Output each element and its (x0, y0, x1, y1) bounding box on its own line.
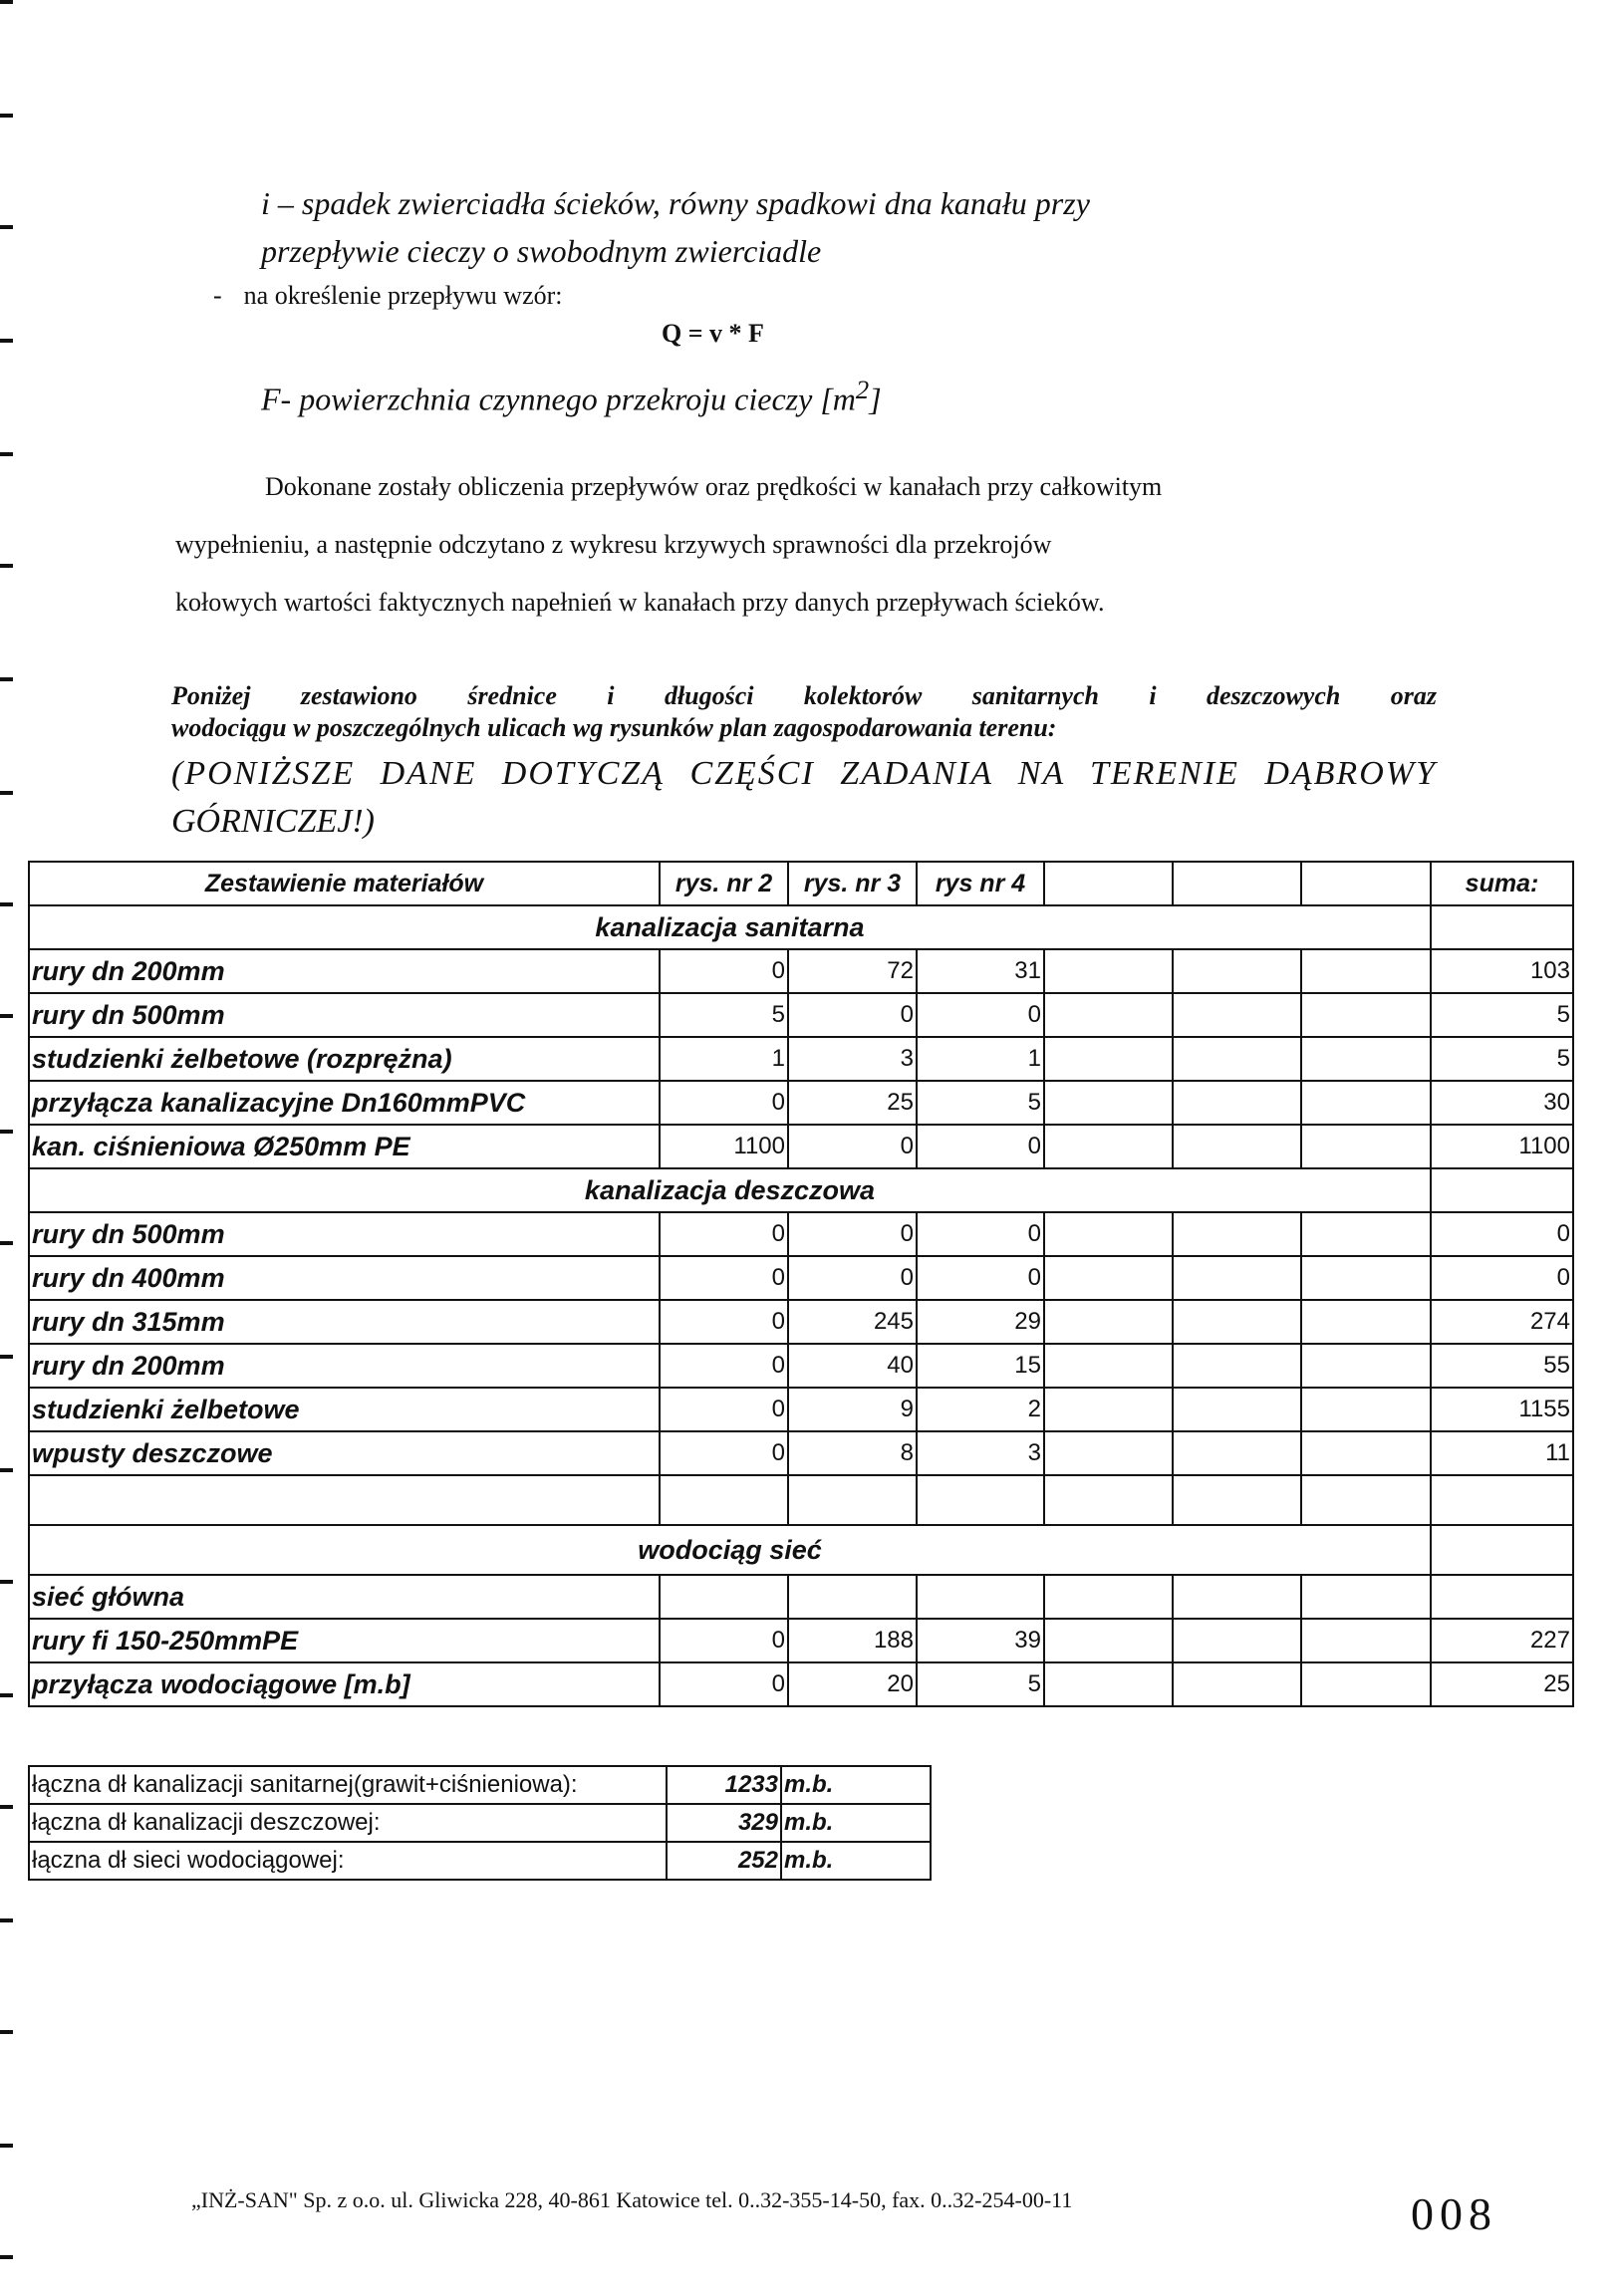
empty-cell (1301, 949, 1431, 993)
empty-cell (1044, 1575, 1173, 1619)
edge-mark (0, 1355, 13, 1359)
water-rows (29, 1619, 1573, 1706)
qty-rys-3: 0 (788, 993, 917, 1037)
qty-rys-2: 0 (660, 1081, 788, 1125)
table-row (29, 1388, 1573, 1431)
empty-cell (1044, 1037, 1173, 1081)
section-water: wodociąg sieć (29, 1525, 1431, 1575)
bullet-dash: - (213, 281, 222, 310)
qty-rys-2: 0 (660, 1256, 788, 1300)
qty-rys-4: 0 (917, 993, 1044, 1037)
qty-sum: 55 (1431, 1344, 1573, 1388)
empty-cell (1044, 1256, 1173, 1300)
empty-cell (1044, 1475, 1173, 1525)
paragraph-line-2: wypełnieniu, a następnie odczytano z wykresu krzywych sprawności dla przekrojów (175, 530, 1052, 559)
qty-rys-3: 40 (788, 1344, 917, 1388)
material-name: rury fi 150-250mmPE (29, 1619, 660, 1662)
table-row (29, 1300, 1573, 1344)
table-row (29, 1256, 1573, 1300)
section-sanitary: kanalizacja sanitarna (29, 905, 1431, 949)
note-line-4: GÓRNICZEJ!) (171, 803, 375, 840)
empty-cell (1044, 949, 1173, 993)
qty-rys-3: 8 (788, 1431, 917, 1475)
qty-rys-4: 0 (917, 1212, 1044, 1256)
summary-table (28, 1765, 932, 1881)
edge-mark (0, 452, 13, 456)
sanitary-rows (29, 949, 1573, 1168)
qty-rys-3: 72 (788, 949, 917, 993)
empty-cell (1173, 1619, 1301, 1662)
header-sum: suma: (1431, 862, 1573, 905)
table-row (29, 1431, 1573, 1475)
qty-rys-4: 0 (917, 1125, 1044, 1168)
empty-cell (1044, 1300, 1173, 1344)
qty-rys-3: 25 (788, 1081, 917, 1125)
edge-mark (0, 114, 13, 118)
edge-mark (0, 1130, 13, 1134)
edge-mark (0, 677, 13, 681)
section-row (29, 1168, 1573, 1212)
empty-cell (1173, 1431, 1301, 1475)
edge-mark (0, 1241, 13, 1245)
qty-rys-2: 1 (660, 1037, 788, 1081)
qty-rys-2: 0 (660, 1212, 788, 1256)
edge-mark (0, 0, 13, 4)
note-line-3: (PONIŻSZE DANE DOTYCZĄ CZĘŚCI ZADANIA NA TERENIE DĄBROWY (171, 755, 1437, 792)
qty-rys-2: 5 (660, 993, 788, 1037)
material-name: studzienki żelbetowe (29, 1388, 660, 1431)
material-name: przyłącza kanalizacyjne Dn160mmPVC (29, 1081, 660, 1125)
empty-cell (1301, 1125, 1431, 1168)
empty-cell (1301, 1344, 1431, 1388)
area-definition-exponent: 2 (855, 375, 870, 404)
qty-rys-2: 0 (660, 1388, 788, 1431)
empty-cell (660, 1575, 788, 1619)
edge-mark (0, 564, 13, 568)
qty-sum: 0 (1431, 1212, 1573, 1256)
summary-label: łączna dł kanalizacji deszczowej: (29, 1804, 667, 1842)
page-number: 008 (1411, 2188, 1497, 2239)
empty-cell (1044, 1431, 1173, 1475)
header-rys-4: rys nr 4 (917, 862, 1044, 905)
empty-cell (1044, 1388, 1173, 1431)
material-name: rury dn 500mm (29, 993, 660, 1037)
qty-rys-4: 39 (917, 1619, 1044, 1662)
empty-cell (1301, 1300, 1431, 1344)
area-definition-bracket: ] (869, 381, 882, 417)
edge-mark (0, 1580, 13, 1584)
summary-unit: m.b. (781, 1842, 931, 1880)
qty-rys-3: 245 (788, 1300, 917, 1344)
header-title: Zestawienie materiałów (29, 862, 660, 905)
note-line-1: Poniżej zestawiono średnice i długości kolektorów sanitarnych i deszczowych oraz (171, 681, 1437, 710)
material-name: rury dn 315mm (29, 1300, 660, 1344)
summary-value: 1233 (667, 1766, 781, 1804)
empty-cell (1173, 1662, 1301, 1706)
empty-cell (660, 1475, 788, 1525)
qty-rys-2: 0 (660, 1662, 788, 1706)
qty-rys-2: 0 (660, 1431, 788, 1475)
edge-mark (0, 1805, 13, 1809)
empty-cell (1431, 1575, 1573, 1619)
material-name: przyłącza wodociągowe [m.b] (29, 1662, 660, 1706)
material-name: wpusty deszczowe (29, 1431, 660, 1475)
edge-mark (0, 1468, 13, 1472)
material-name: rury dn 200mm (29, 1344, 660, 1388)
table-row (29, 1037, 1573, 1081)
empty-cell (1301, 1212, 1431, 1256)
empty-cell (1173, 1344, 1301, 1388)
empty-cell (788, 1575, 917, 1619)
empty-cell (1173, 1300, 1301, 1344)
empty-cell (1301, 1081, 1431, 1125)
table-row (29, 949, 1573, 993)
edge-mark (0, 225, 13, 229)
table-row (29, 1081, 1573, 1125)
material-name: studzienki żelbetowe (rozprężna) (29, 1037, 660, 1081)
empty-cell (1173, 1388, 1301, 1431)
empty-cell (1173, 1125, 1301, 1168)
empty-cell (1173, 862, 1301, 905)
edge-mark (0, 2030, 13, 2034)
qty-rys-2: 0 (660, 1619, 788, 1662)
table-row (29, 1575, 1573, 1619)
water-network-label: sieć główna (29, 1575, 660, 1619)
storm-rows (29, 1212, 1573, 1475)
empty-cell (1173, 1212, 1301, 1256)
qty-rys-4: 1 (917, 1037, 1044, 1081)
empty-cell (1044, 1212, 1173, 1256)
empty-cell (1301, 1475, 1431, 1525)
qty-rys-3: 3 (788, 1037, 917, 1081)
header-rys-3: rys. nr 3 (788, 862, 917, 905)
table-row (29, 1125, 1573, 1168)
summary-row (29, 1804, 931, 1842)
qty-sum: 30 (1431, 1081, 1573, 1125)
qty-rys-4: 5 (917, 1081, 1044, 1125)
note-line-2: wodociągu w poszczególnych ulicach wg rysunków plan zagospodarowania terenu: (171, 713, 1057, 742)
edge-mark (0, 339, 13, 343)
summary-label: łączna dł kanalizacji sanitarnej(grawit+ciśnieniowa): (29, 1766, 667, 1804)
qty-rys-3: 20 (788, 1662, 917, 1706)
qty-sum: 1100 (1431, 1125, 1573, 1168)
empty-cell (1301, 1662, 1431, 1706)
edge-mark (0, 1014, 13, 1018)
summary-unit: m.b. (781, 1766, 931, 1804)
empty-cell (1173, 1575, 1301, 1619)
intro-line-1: i – spadek zwierciadła ścieków, równy spadkowi dna kanału przy (261, 185, 1090, 221)
qty-rys-3: 188 (788, 1619, 917, 1662)
formula: Q = v * F (662, 319, 764, 348)
qty-rys-2: 0 (660, 1344, 788, 1388)
summary-row (29, 1766, 931, 1804)
material-name: rury dn 400mm (29, 1256, 660, 1300)
empty-cell (1301, 1037, 1431, 1081)
summary-row (29, 1842, 931, 1880)
empty-cell (1173, 1475, 1301, 1525)
area-definition-text: F- powierzchnia czynnego przekroju cieczy [m (261, 381, 856, 417)
empty-cell (1044, 1662, 1173, 1706)
edge-mark (0, 1918, 13, 1922)
summary-unit: m.b. (781, 1804, 931, 1842)
qty-sum: 1155 (1431, 1388, 1573, 1431)
table-row (29, 1662, 1573, 1706)
qty-rys-3: 0 (788, 1256, 917, 1300)
qty-sum: 25 (1431, 1662, 1573, 1706)
qty-rys-2: 0 (660, 949, 788, 993)
qty-rys-4: 2 (917, 1388, 1044, 1431)
table-header-row (29, 862, 1573, 905)
materials-table (28, 861, 1574, 1707)
empty-cell (1173, 1081, 1301, 1125)
qty-sum: 5 (1431, 1037, 1573, 1081)
empty-cell (1301, 1431, 1431, 1475)
empty-cell (1044, 1081, 1173, 1125)
empty-cell (1431, 1525, 1573, 1575)
edge-mark (0, 2144, 13, 2148)
empty-cell (1173, 949, 1301, 993)
empty-cell (1431, 1168, 1573, 1212)
table-row (29, 1344, 1573, 1388)
qty-sum: 5 (1431, 993, 1573, 1037)
paragraph-line-1: Dokonane zostały obliczenia przepływów oraz prędkości w kanałach przy całkowitym (265, 472, 1163, 501)
edge-mark (0, 2255, 13, 2259)
summary-value: 329 (667, 1804, 781, 1842)
empty-cell (1301, 1619, 1431, 1662)
empty-cell (1301, 993, 1431, 1037)
qty-sum: 0 (1431, 1256, 1573, 1300)
qty-sum: 11 (1431, 1431, 1573, 1475)
material-name: rury dn 500mm (29, 1212, 660, 1256)
material-name: rury dn 200mm (29, 949, 660, 993)
material-name: kan. ciśnieniowa Ø250mm PE (29, 1125, 660, 1168)
bullet-line (213, 281, 563, 311)
section-row (29, 905, 1573, 949)
qty-sum: 227 (1431, 1619, 1573, 1662)
edge-mark (0, 1693, 13, 1697)
paragraph-line-3: kołowych wartości faktycznych napełnień w kanałach przy danych przepływach ścieków. (175, 588, 1105, 617)
qty-rys-3: 9 (788, 1388, 917, 1431)
bullet-text: na określenie przepływu wzór: (243, 281, 563, 310)
qty-rys-4: 31 (917, 949, 1044, 993)
qty-sum: 103 (1431, 949, 1573, 993)
empty-cell (1173, 993, 1301, 1037)
table-row (29, 993, 1573, 1037)
empty-cell (917, 1475, 1044, 1525)
qty-rys-2: 1100 (660, 1125, 788, 1168)
qty-rys-4: 3 (917, 1431, 1044, 1475)
area-definition (261, 375, 882, 418)
qty-rys-4: 29 (917, 1300, 1044, 1344)
section-row (29, 1525, 1573, 1575)
empty-cell (29, 1475, 660, 1525)
empty-cell (1301, 862, 1431, 905)
empty-cell (1044, 1344, 1173, 1388)
empty-cell (1044, 862, 1173, 905)
blank-row (29, 1475, 1573, 1525)
qty-rys-4: 15 (917, 1344, 1044, 1388)
summary-label: łączna dł sieci wodociągowej: (29, 1842, 667, 1880)
summary-value: 252 (667, 1842, 781, 1880)
empty-cell (1044, 993, 1173, 1037)
edge-mark (0, 902, 13, 906)
empty-cell (1044, 1125, 1173, 1168)
empty-cell (1173, 1256, 1301, 1300)
empty-cell (1431, 1475, 1573, 1525)
empty-cell (1301, 1575, 1431, 1619)
qty-rys-2: 0 (660, 1300, 788, 1344)
qty-rys-3: 0 (788, 1212, 917, 1256)
empty-cell (1044, 1619, 1173, 1662)
empty-cell (1301, 1388, 1431, 1431)
empty-cell (788, 1475, 917, 1525)
company-footer: „INŻ-SAN" Sp. z o.o. ul. Gliwicka 228, 40-861 Katowice tel. 0..32-355-14-50, fax. 0..32-254-00-11 (191, 2187, 1073, 2212)
qty-rys-4: 0 (917, 1256, 1044, 1300)
summary-rows (29, 1766, 931, 1880)
empty-cell (1173, 1037, 1301, 1081)
empty-cell (1301, 1256, 1431, 1300)
table-row (29, 1212, 1573, 1256)
qty-sum: 274 (1431, 1300, 1573, 1344)
qty-rys-4: 5 (917, 1662, 1044, 1706)
empty-cell (917, 1575, 1044, 1619)
table-row (29, 1619, 1573, 1662)
intro-line-2: przepływie cieczy o swobodnym zwierciadle (261, 233, 822, 269)
empty-cell (1431, 905, 1573, 949)
section-storm: kanalizacja deszczowa (29, 1168, 1431, 1212)
edge-mark (0, 791, 13, 795)
header-rys-2: rys. nr 2 (660, 862, 788, 905)
qty-rys-3: 0 (788, 1125, 917, 1168)
